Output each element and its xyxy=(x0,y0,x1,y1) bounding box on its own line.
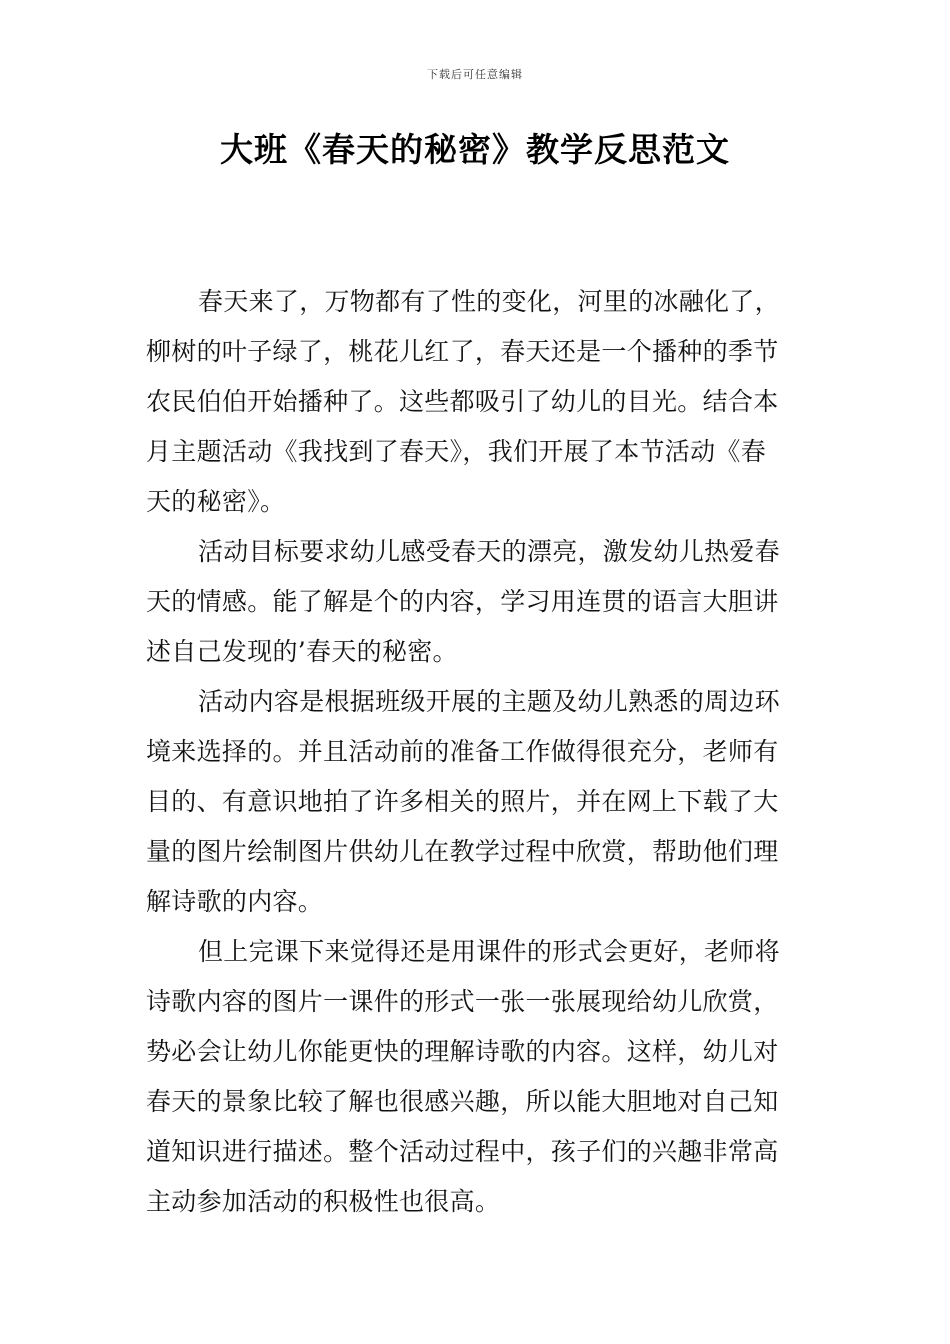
paragraph-3-line-4: 量的图片绘制图片供幼儿在教学过程中欣赏，帮助他们理 xyxy=(146,837,779,866)
paragraph-3-line-1: 活动内容是根据班级开展的主题及幼儿熟悉的周边环 xyxy=(198,687,780,716)
article-body xyxy=(146,277,810,1227)
paragraph-2-line-3: 述自己发现的’春天的秘密。 xyxy=(146,637,458,666)
paragraph-2-line-2: 天的情感。能了解是个的内容，学习用连贯的语言大胆讲 xyxy=(146,587,779,616)
paragraph-1-line-2: 柳树的叶子绿了，桃花儿红了，春天还是一个播种的季节 xyxy=(146,337,779,366)
paragraph-4-line-3: 势必会让幼儿你能更快的理解诗歌的内容。这样，幼儿对 xyxy=(146,1037,779,1066)
page-title: 大班《春天的秘密》教学反思范文 xyxy=(220,130,730,169)
paragraph-4-line-2: 诗歌内容的图片一课件的形式一张一张展现给幼儿欣赏， xyxy=(146,987,779,1016)
paragraph-1-line-4: 月主题活动《我找到了春天》，我们开展了本节活动《春 xyxy=(146,437,767,466)
paragraph-4-line-1: 但上完课下来觉得还是用课件的形式会更好，老师将 xyxy=(198,937,780,966)
paragraph-3-line-5: 解诗歌的内容。 xyxy=(146,887,324,916)
paragraph-1-line-5: 天的秘密》。 xyxy=(146,487,286,516)
paragraph-4-line-6: 主动参加活动的积极性也很高。 xyxy=(146,1187,501,1216)
paragraph-3-line-2: 境来选择的。并且活动前的准备工作做得很充分，老师有 xyxy=(146,737,779,766)
paragraph-2-line-1: 活动目标要求幼儿感受春天的漂亮，激发幼儿热爱春 xyxy=(198,537,780,566)
paragraph-4-line-4: 春天的景象比较了解也很感兴趣，所以能大胆地对自己知 xyxy=(146,1087,779,1116)
paragraph-1-line-1: 春天来了，万物都有了性的变化，河里的冰融化了， xyxy=(198,287,780,316)
paragraph-3-line-3: 目的、有意识地拍了许多相关的照片，并在网上下载了大 xyxy=(146,787,779,816)
paragraph-4-line-5: 道知识进行描述。整个活动过程中，孩子们的兴趣非常高 xyxy=(146,1137,779,1166)
header-note: 下载后可任意编辑 xyxy=(427,68,523,81)
paragraph-1-line-3: 农民伯伯开始播种了。这些都吸引了幼儿的目光。结合本 xyxy=(146,387,779,416)
